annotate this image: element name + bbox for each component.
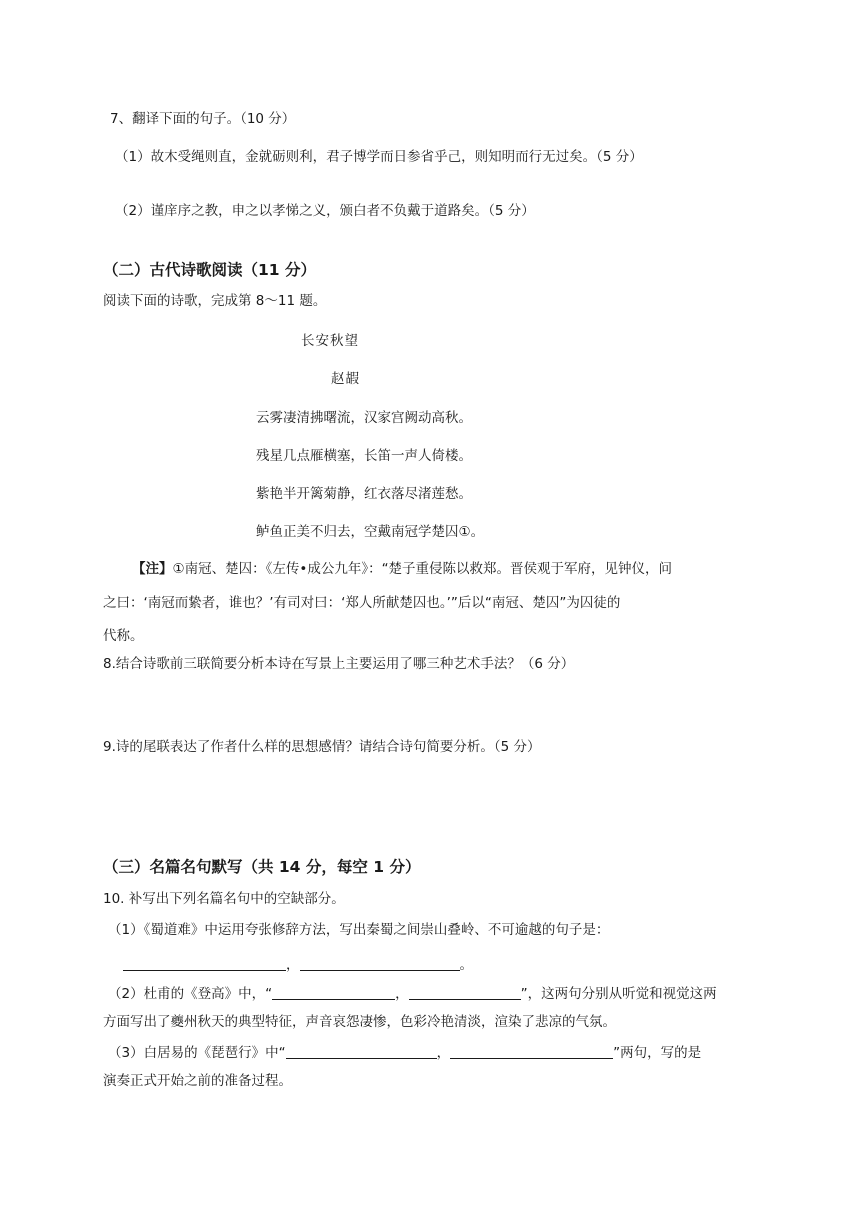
blank-3-2[interactable] [450, 1045, 613, 1059]
item-1-blanks [123, 957, 473, 973]
item-2-post: ”，这两句分别从听觉和视觉这两 [520, 986, 717, 1002]
question-7-sentence-2: （2）谨庠序之教，申之以孝悌之义，颁白者不负戴于道路矣。（5 分） [115, 203, 535, 219]
item-3-post: ”两句，写的是 [613, 1045, 702, 1061]
item-2-line-2: 方面写出了夔州秋天的典型特征，声音哀怨凄惨，色彩冷艳清淡，渲染了悲凉的气氛。 [103, 1014, 616, 1030]
note-text-1: ①南冠、楚囚：《左传•成公九年》：“楚子重侵陈以救郑。晋侯观于军府，见钟仪，问 [172, 561, 673, 577]
question-9: 9.诗的尾联表达了作者什么样的思想感情？请结合诗句简要分析。（5 分） [103, 739, 541, 755]
poem-author: 赵嘏 [331, 371, 360, 387]
poem-line-4: 鲈鱼正美不归去，空戴南冠学楚囚①。 [256, 524, 485, 540]
item-1-end: 。 [459, 957, 473, 973]
item-3-comma: ， [436, 1045, 451, 1061]
blank-1-2[interactable] [300, 957, 460, 971]
item-2-comma: ， [395, 986, 409, 1002]
question-7-title: 7、翻译下面的句子。（10 分） [110, 111, 296, 127]
poem-line-2: 残星几点雁横塞，长笛一声人倚楼。 [256, 448, 472, 464]
section-2-instruction: 阅读下面的诗歌，完成第 8～11 题。 [103, 293, 327, 309]
section-2-heading: （二）古代诗歌阅读（11 分） [103, 261, 316, 279]
item-1-comma: ， [286, 957, 300, 973]
poem-line-1: 云雾凄清拂曙流，汉家宫阙动高秋。 [256, 410, 472, 426]
poem-title: 长安秋望 [301, 333, 359, 349]
question-8: 8.结合诗歌前三联简要分析本诗在写景上主要运用了哪三种艺术手法？（6 分） [103, 656, 575, 672]
item-1-prompt: （1）《蜀道难》中运用夸张修辞方法，写出秦蜀之间崇山叠岭、不可逾越的句子是： [108, 922, 610, 938]
blank-2-1[interactable] [272, 986, 395, 1000]
item-3-line-1 [108, 1045, 701, 1061]
poem-note-line-1 [132, 563, 672, 577]
section-3-heading: （三）名篇名句默写（共 14 分，每空 1 分） [103, 858, 421, 876]
item-3-pre: （3）白居易的《琵琶行》中“ [108, 1045, 286, 1061]
blank-2-2[interactable] [409, 986, 521, 1000]
item-2-line-1 [108, 986, 717, 1002]
note-tag: 【注】 [132, 561, 173, 577]
item-2-pre: （2）杜甫的《登高》中，“ [108, 986, 273, 1002]
item-3-line-2: 演奏正式开始之前的准备过程。 [103, 1073, 292, 1089]
question-7-sentence-1: （1）故木受绳则直，金就砺则利，君子博学而日参省乎己，则知明而行无过矣。（5 分） [115, 149, 643, 165]
poem-note-line-3: 代称。 [103, 628, 144, 644]
poem-note-line-2: 之曰：‘南冠而絷者，谁也？’有司对曰：‘郑人所献楚囚也。’”后以“南冠、楚囚”为囚徒的 [103, 595, 621, 611]
blank-3-1[interactable] [286, 1045, 437, 1059]
poem-line-3: 紫艳半开篱菊静，红衣落尽渚莲愁。 [256, 486, 472, 502]
blank-1-1[interactable] [123, 957, 286, 971]
question-10: 10. 补写出下列名篇名句中的空缺部分。 [103, 891, 345, 907]
